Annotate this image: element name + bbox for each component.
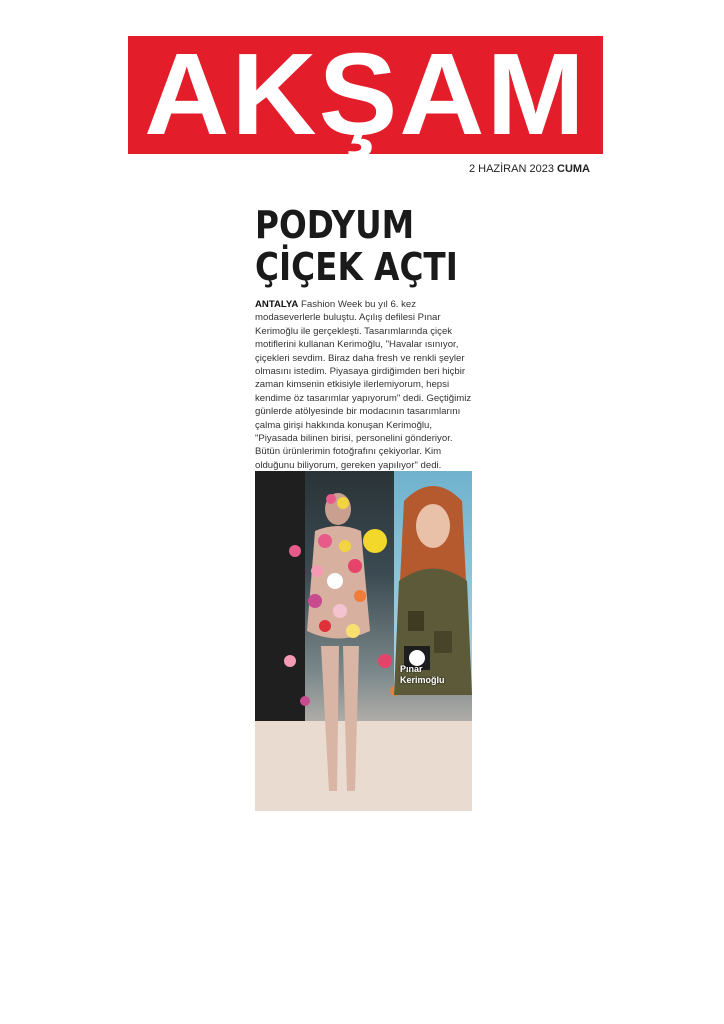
headline-line2: ÇİÇEK AÇTI bbox=[255, 245, 458, 289]
masthead-title: AKŞAM bbox=[144, 30, 587, 160]
dateline bbox=[420, 163, 590, 175]
caption-line1: Pınar bbox=[400, 664, 423, 674]
masthead bbox=[128, 30, 603, 160]
photo-caption bbox=[400, 664, 445, 686]
date: 2 HAZİRAN 2023 bbox=[468, 163, 554, 175]
headline bbox=[255, 204, 461, 288]
body-text: Fashion Week bu yıl 6. kez modaseverlerle buluştu. Açılış defilesi Pınar Kerimoğlu ile gerçekleşti. Tasarımlarında çiçek motiflerini kullanan Kerimoğlu, "Havalar ısınıyor, çiçekleri sevdim. Biraz daha fresh ve renkli şeyler olmasını istedim. Piyasaya girdiğimden beri hiçbir zaman kimsenin etkisiyle ilerlemiyorum, hepsi kendime öz tasarımlar yapıyorum" dedi. Geçtiğimiz günlerde atölyesinde bir modacının tasarımlarını çalma girişi hakkında konuşan Kerimoğlu, "Piyasada bilinen birisi, personelini gönderiyor. Bütün ürünlerimin fotoğrafını çekiyorlar. Kim olduğunu biliyorum, gereken yapılıyor" dedi. bbox=[255, 299, 472, 471]
city-dateline: ANTALYA bbox=[255, 299, 299, 310]
day: CUMA bbox=[557, 163, 590, 175]
headline-line1: PODYUM bbox=[255, 203, 415, 247]
article-body bbox=[255, 298, 473, 472]
inset-portrait bbox=[394, 471, 472, 695]
inset-portrait-illustration bbox=[394, 471, 472, 695]
caption-line2: Kerimoğlu bbox=[400, 675, 445, 685]
